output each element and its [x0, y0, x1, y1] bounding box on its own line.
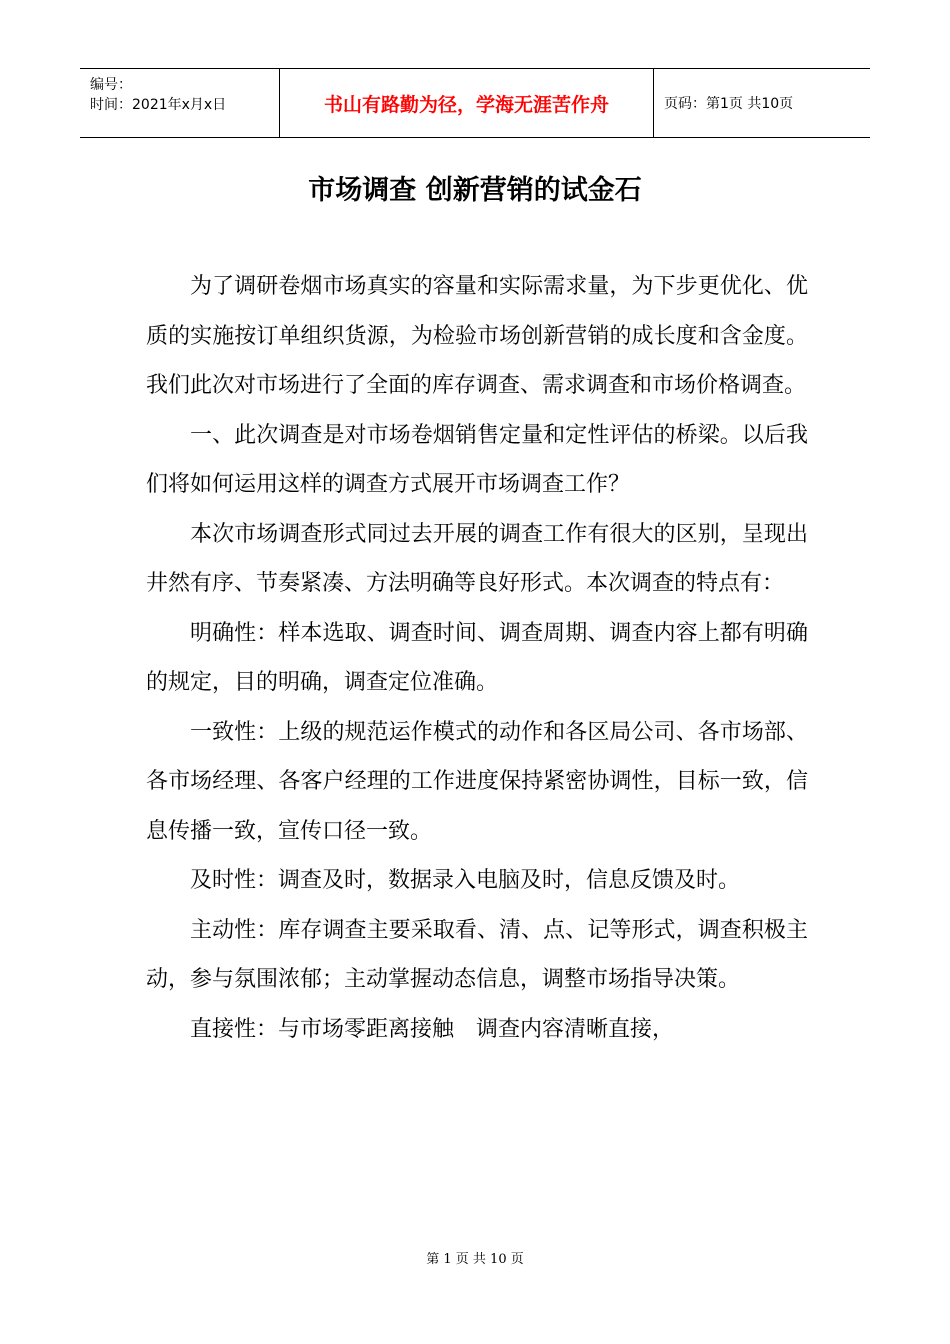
header-motto: 书山有路勤为径，学海无涯苦作舟 [280, 69, 654, 137]
paragraph: 为了调研卷烟市场真实的容量和实际需求量，为下步更优化、优质的实施按订单组织货源，为检验市场创新营销的成长度和含金度。我们此次对市场进行了全面的库存调查、需求调查和市场价格调查。 [146, 274, 808, 398]
document-number-label: 编号： [90, 77, 132, 93]
document-time-label: 时间：2021年x月x日 [90, 97, 227, 113]
paragraph: 一致性：上级的规范运作模式的动作和各区局公司、各市场部、各市场经理、各客户经理的工作进度保持紧密协调性，目标一致，信息传播一致，宣传口径一致。 [146, 719, 808, 844]
paragraph: 及时性：调查及时，数据录入电脑及时，信息反馈及时。 [190, 868, 741, 893]
paragraph: 一、此次调查是对市场卷烟销售定量和定性评估的桥梁。以后我们将如何运用这样的调查方式展开市场调查工作？ [146, 422, 808, 497]
page-footer: 第 1 页 共 10 页 [426, 1252, 524, 1267]
paragraph: 直接性：与市场零距离接触 调查内容清晰直接， [190, 1016, 675, 1042]
paragraph: 明确性：样本选取、调查时间、调查周期、调查内容上都有明确的规定，目的明确，调查定位准确。 [146, 620, 808, 695]
paragraph: 本次市场调查形式同过去开展的调查工作有很大的区别，呈现出井然有序、节奏紧凑、方法明确等良好形式。本次调查的特点有： [146, 521, 808, 596]
document-body [146, 262, 808, 1054]
paragraph: 主动性：库存调查主要采取看、清、点、记等形式，调查积极主动，参与氛围浓郁；主动掌握动态信息，调整市场指导决策。 [146, 917, 808, 992]
document-title: 市场调查 创新营销的试金石 [308, 175, 642, 206]
page-header [80, 68, 870, 138]
header-meta [80, 69, 280, 137]
header-page-code: 页码：第1页 共10页 [664, 96, 794, 112]
